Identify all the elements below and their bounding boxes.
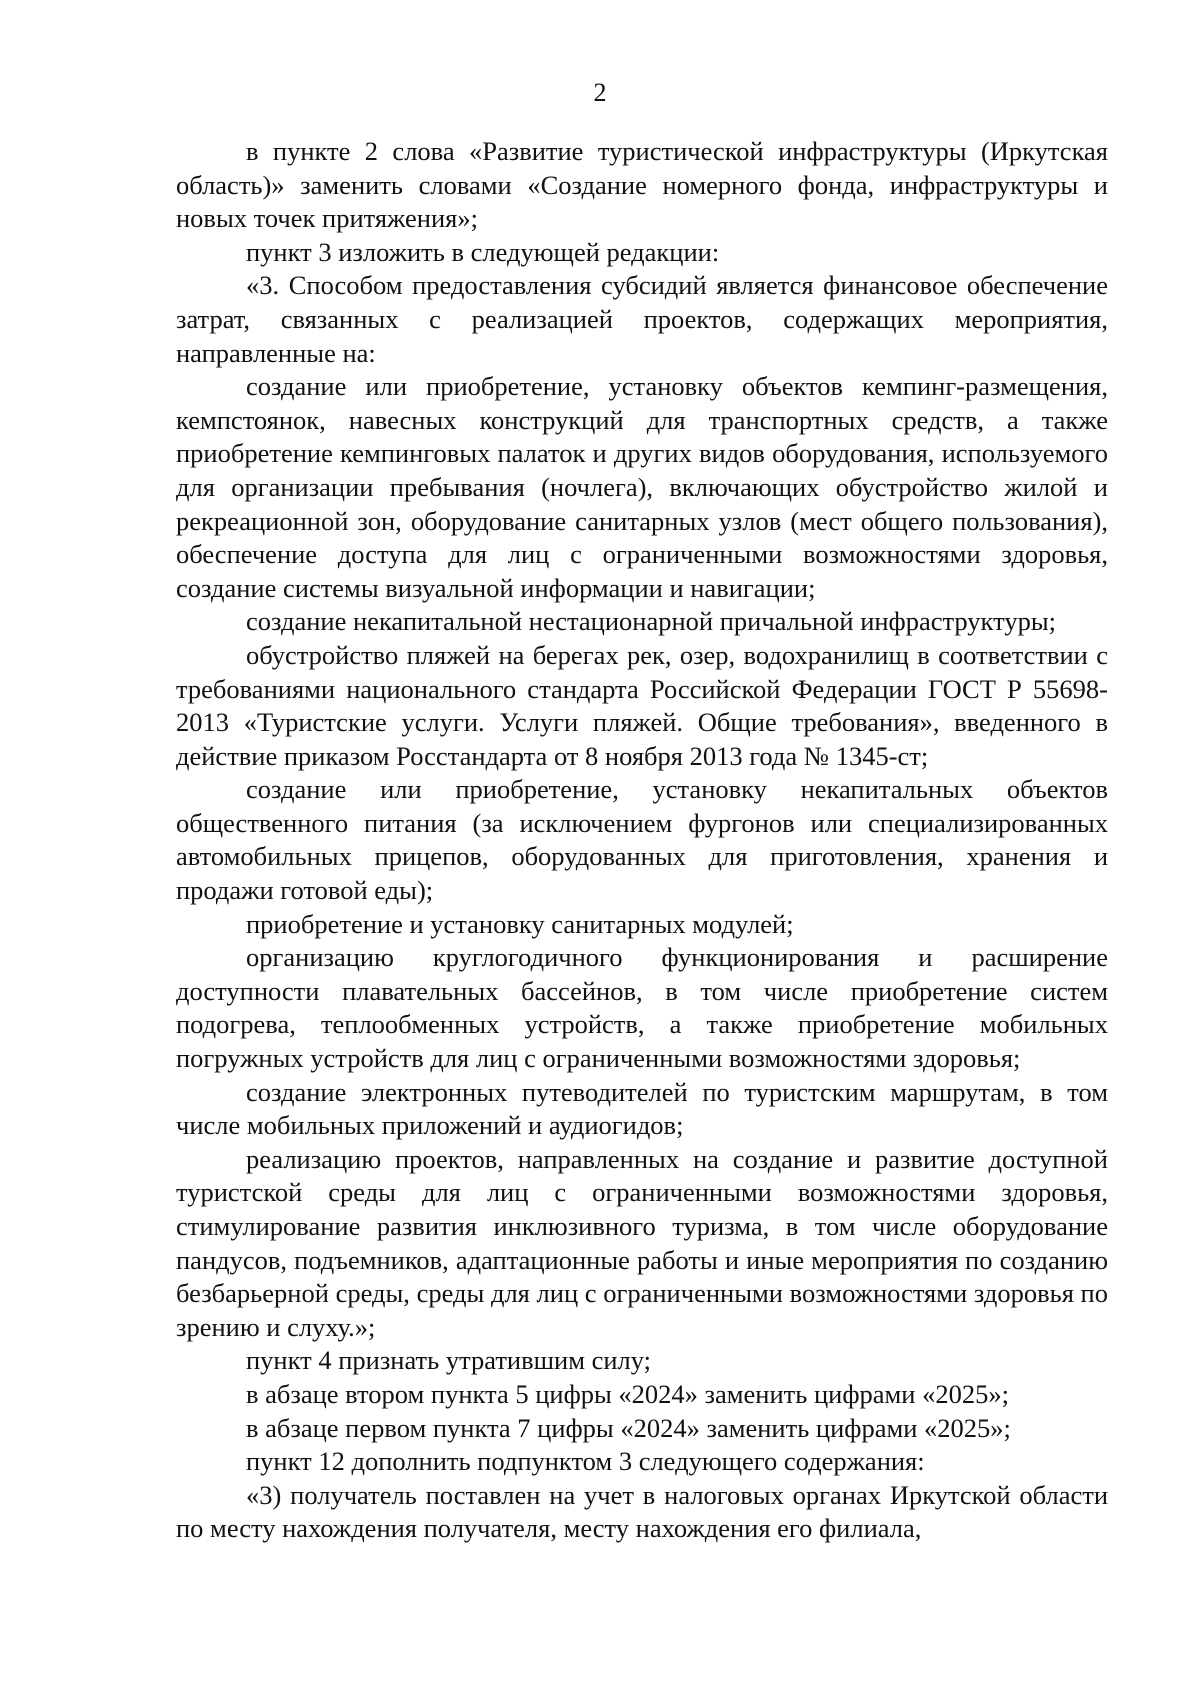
paragraph-11: реализацию проектов, направленных на создание и развитие доступной туристской среды для лиц с ограниченными возможностями здоровья, стимулирование развития инклюзивного туризма, в том числе оборудование пандусов, подъемников, адаптационные работы и иные мероприятия по созданию безбарьерной среды, среды для лиц с ограниченными возможностями здоровья по зрению и слуху.»; xyxy=(176,1143,1108,1342)
paragraph-12: пункт 4 признать утратившим силу; xyxy=(246,1345,652,1376)
paragraph-4: создание или приобретение, установку объектов кемпинг-размещения, кемпстоянок, навесных конструкций для транспортных средств, а также приобретение кемпинговых палаток и других видов оборудования, используемого для организации пребывания (ночлега), включающих обустройство жилой и рекреационной зон, оборудование санитарных узлов (мест общего пользования), обеспечение доступа для лиц с ограниченными возможностями здоровья, создание системы визуальной информации и навигации; xyxy=(176,371,1108,603)
page-number: 2 xyxy=(593,78,607,107)
paragraph-7: создание или приобретение, установку некапитальных объектов общественного питания (за исключением фургонов или специализированных автомобильных прицепов, оборудованных для приготовления, хранения и продажи готовой еды); xyxy=(176,774,1108,906)
paragraph-14: в абзаце первом пункта 7 цифры «2024» заменить цифрами «2025»; xyxy=(246,1412,1011,1443)
paragraph-5: создание некапитальной нестационарной причальной инфраструктуры; xyxy=(246,606,1056,637)
paragraph-3: «3. Способом предоставления субсидий является финансовое обеспечение затрат, связанных с реализацией проектов, содержащих мероприятия, направленные на: xyxy=(176,270,1108,368)
paragraph-8: приобретение и установку санитарных модулей; xyxy=(246,908,794,939)
paragraph-6: обустройство пляжей на берегах рек, озер, водохранилищ в соответствии с требованиями национального стандарта Российской Федерации ГОСТ Р 55698-2013 «Туристские услуги. Услуги пляжей. Общие требования», введенного в действие приказом Росстандарта от 8 ноября 2013 года № 1345-ст; xyxy=(176,639,1108,771)
paragraph-15: пункт 12 дополнить подпунктом 3 следующего содержания: xyxy=(246,1446,925,1477)
paragraph-16: «3) получатель поставлен на учет в налоговых органах Иркутской области по месту нахождения получателя, месту нахождения его филиала, xyxy=(176,1479,1108,1544)
document-body xyxy=(176,135,1108,1546)
paragraph-1: в пункте 2 слова «Развитие туристической инфраструктуры (Иркутская область)» заменить словами «Создание номерного фонда, инфраструктуры и новых точек притяжения»; xyxy=(176,136,1108,234)
paragraph-13: в абзаце втором пункта 5 цифры «2024» заменить цифрами «2025»; xyxy=(246,1378,1009,1409)
paragraph-10: создание электронных путеводителей по туристским маршрутам, в том числе мобильных приложений и аудиогидов; xyxy=(176,1076,1108,1141)
paragraph-2: пункт 3 изложить в следующей редакции: xyxy=(246,236,720,267)
paragraph-9: организацию круглогодичного функционирования и расширение доступности плавательных бассейнов, в том числе приобретение систем подогрева, теплообменных устройств, а также приобретение мобильных погружных устройств для лиц с ограниченными возможностями здоровья; xyxy=(176,942,1108,1074)
